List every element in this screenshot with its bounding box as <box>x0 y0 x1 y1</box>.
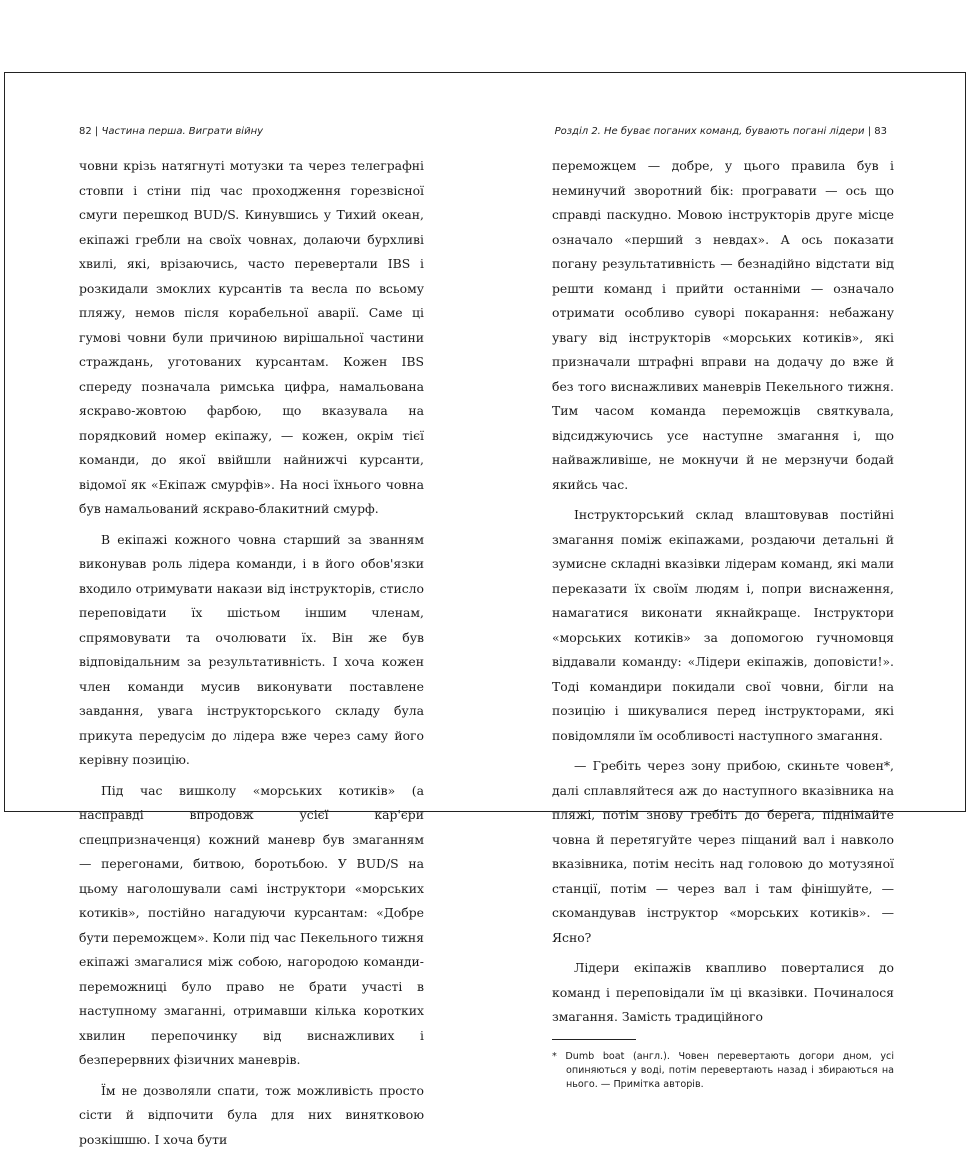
left-header-title: Частина перша. Виграти війну <box>101 126 263 137</box>
footnote-divider <box>552 1039 636 1040</box>
left-page-number: 82 <box>79 126 92 137</box>
footnote: * Dumb boat (англ.). Човен перевертають догори дном, усі опиняються у воді, потім перевертають назад і збираються на нього. — Примітка авторів. <box>552 1050 894 1092</box>
header-separator: | <box>868 126 871 137</box>
left-running-header <box>79 126 263 137</box>
left-page-body <box>79 154 424 1152</box>
body-paragraph: човни крізь натягнуті мотузки та через телеграфні стовпи і стіни під час проходження горезвісної смуги перешкод BUD/S. Кинувшись у Тихий океан, екіпажі гребли на своїх човнах, долаючи бурхливі хвилі, які, врізаючись, часто перевертали IBS і розкидали змоклих курсантів та весла по всьому пляжу, немов після корабельної аварії. Саме ці гумові човни були причиною вирішальної частини страждань, уготованих курсантам. Кожен IBS спереду позначала римська цифра, намальована яскраво-жовтою фарбою, що вказувала на порядковий номер екіпажу, — кожен, окрім тієї команди, до якої ввійшли найнижчі курсанти, відомої як «Екіпаж смурфів». На носі їхнього човна був намальований яскраво-блакитний смурф. <box>79 154 424 522</box>
body-paragraph: переможцем — добре, у цього правила був і неминучий зворотний бік: програвати — ось що справді паскудно. Мовою інструкторів друге місце означало «перший з невдах». А ось показати погану результативність — безнадійно відстати від решти команд і прийти останніми — означало отримати особливо суворі покарання: небажану увагу від інструкторів «морських котиків», які призначали штрафні вправи на додачу до вже й без того виснажливих маневрів Пекельного тижня. Тим часом команда переможців святкувала, відсиджуючись усе наступне змагання і, що найважливіше, не мокнучи й не мерзнучи бодай якийсь час. <box>552 154 894 497</box>
body-paragraph: Інструкторський склад влаштовував постійні змагання поміж екіпажами, роздаючи детальні й зумисне складні вказівки лідерам команд, які мали переказати їх своїм людям і, попри виснаження, намагатися виконати якнайкраще. Інструктори «морських котиків» за допомогою гучномовця віддавали команду: «Лідери екіпажів, доповісти!». Тоді командири покидали свої човни, бігли на позицію і шикувалися перед інструкторами, які повідомляли їм особливості наступного змагання. <box>552 503 894 748</box>
body-paragraph: Лідери екіпажів квапливо поверталися до команд і переповідали їм ці вказівки. Починалося змагання. Замість традиційного <box>552 956 894 1030</box>
header-separator: | <box>95 126 98 137</box>
body-paragraph: — Гребіть через зону прибою, скиньте човен*, далі сплавляйтеся аж до наступного вказівника на пляжі, потім знову гребіть до берега, піднімайте човна й перетягуйте через піщаний вал і навколо вказівника, потім несіть над головою до мотузяної станції, потім — через вал і там фінішуйте, — скомандував інструктор «морських котиків». — Ясно? <box>552 754 894 950</box>
body-paragraph: Під час вишколу «морських котиків» (а насправді впродовж усієї кар'єри спецпризначенця) кожний маневр був змаганням — перегонами, битвою, боротьбою. У BUD/S на цьому наголошували самі інструктори «морських котиків», постійно нагадуючи курсантам: «Добре бути переможцем». Коли під час Пекельного тижня екіпажі змагалися між собою, нагородою команди-переможниці було право не брати участі в наступному змаганні, отримавши кілька коротких хвилин перепочинку від виснажливих і безперервних фізичних маневрів. <box>79 779 424 1073</box>
body-paragraph: В екіпажі кожного човна старший за званням виконував роль лідера команди, і в його обов'язки входило отримувати накази від інструкторів, стисло переповідати їх шістьом іншим членам, спрямовувати та очолювати їх. Він же був відповідальним за результативність. І хоча кожен член команди мусив виконувати поставлене завдання, увага інструкторського складу була прикута передусім до лідера вже через саму його керівну позицію. <box>79 528 424 773</box>
right-header-title: Розділ 2. Не буває поганих команд, бувають погані лідери <box>555 126 865 137</box>
right-page-body <box>552 154 894 1092</box>
right-running-header <box>555 126 887 137</box>
body-paragraph: Їм не дозволяли спати, тож можливість просто сісти й відпочити була для них винятковою розкішшю. І хоча бути <box>79 1079 424 1152</box>
right-page-number: 83 <box>874 126 887 137</box>
